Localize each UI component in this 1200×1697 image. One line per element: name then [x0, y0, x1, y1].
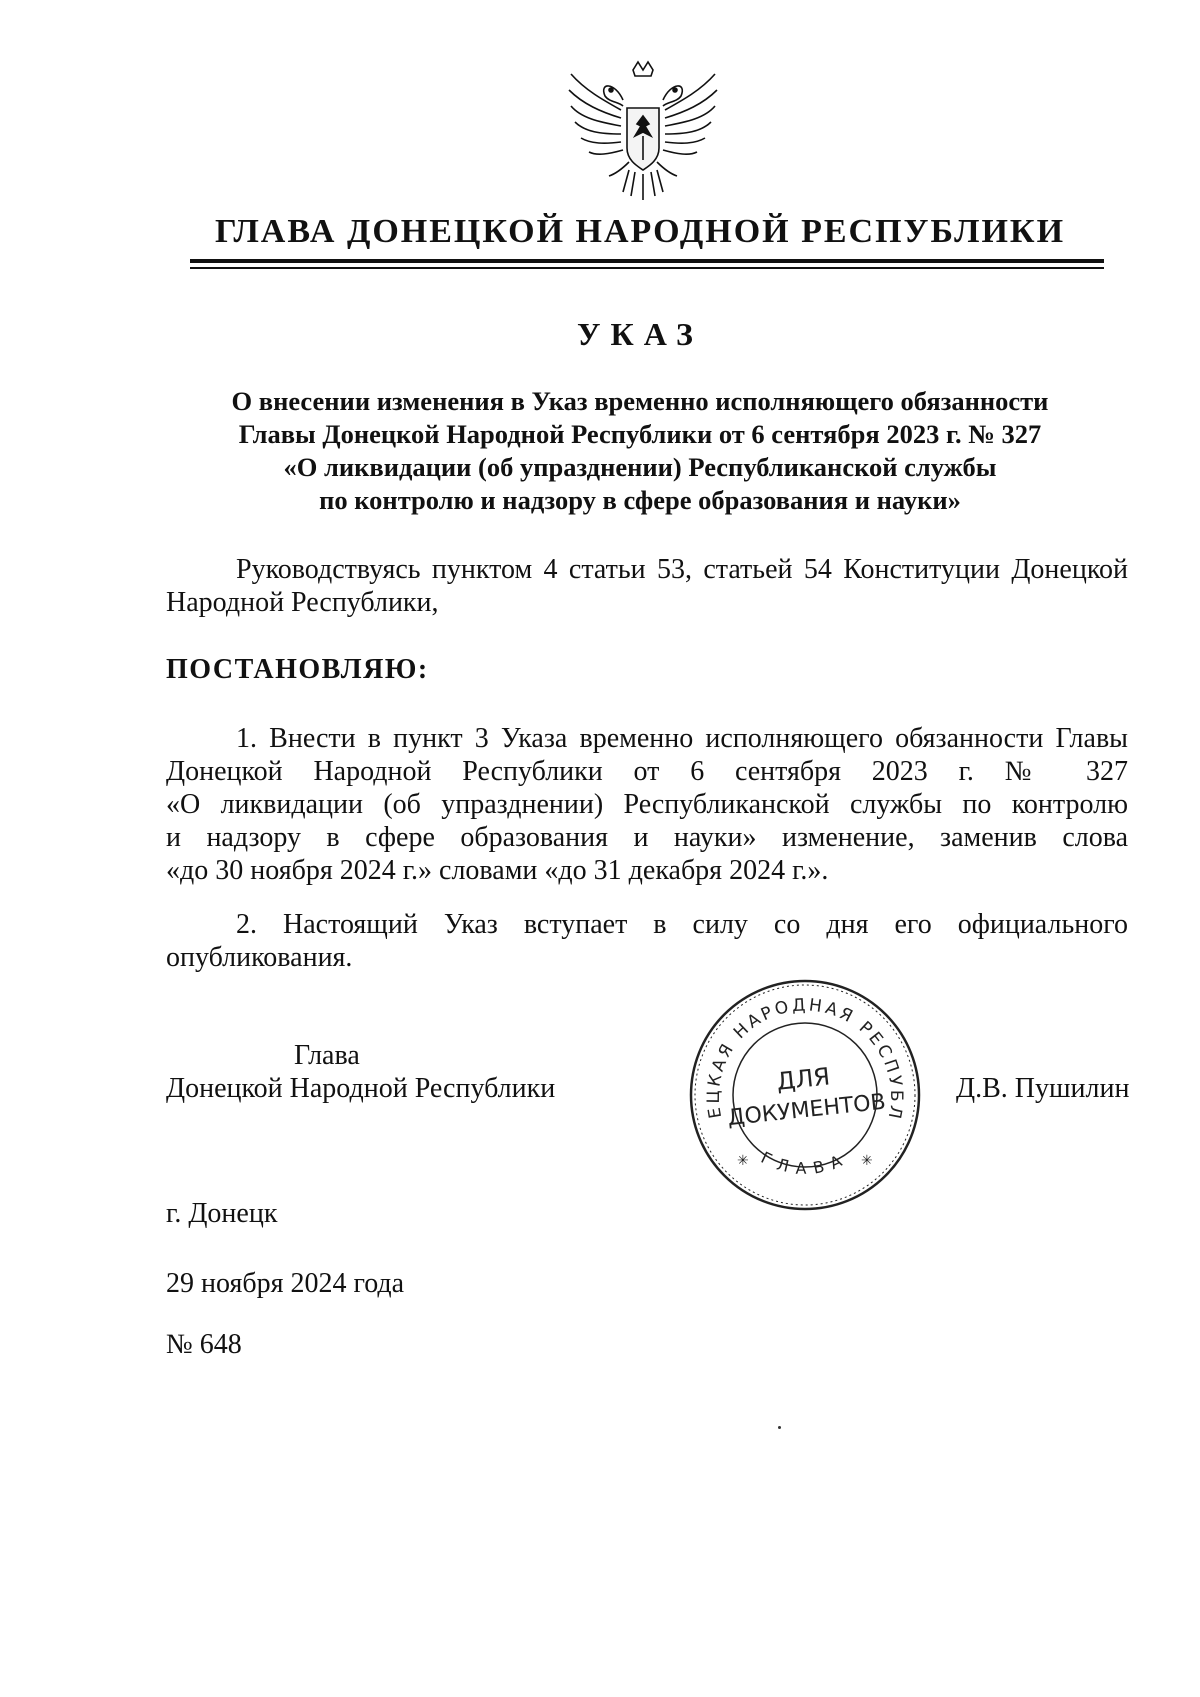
preamble-line: Народной Республики, — [166, 587, 439, 618]
item-1-line: Донецкой Народной Республики от 6 сентября 2023 г. № 327 — [166, 756, 1128, 787]
svg-text:✳: ✳ — [861, 1153, 873, 1169]
seal-center-line-2: ДОКУМЕНТОВ — [726, 1089, 887, 1132]
seal-outer-text: ЕЦКАЯ НАРОДНАЯ РЕСПУБЛ — [703, 995, 907, 1124]
eagle-coat-of-arms-icon — [563, 60, 723, 210]
item-1-line: 1. Внести в пункт 3 Указа временно исполняющего обязанности Главы — [236, 723, 1128, 754]
document-number: № 648 — [166, 1329, 242, 1360]
seal-bottom-text: ГЛАВА — [758, 1147, 852, 1178]
decree-item-1 — [166, 722, 1128, 887]
heading-line: по контролю и надзору в сфере образования и науки» — [319, 485, 961, 515]
decree-item-2 — [166, 908, 1128, 974]
document-heading — [175, 385, 1105, 517]
item-1-line: «до 30 ноября 2024 г.» словами «до 31 декабря 2024 г.». — [166, 855, 829, 886]
heading-line: О внесении изменения в Указ временно исполняющего обязанности — [231, 386, 1049, 416]
item-1-line: и надзору в сфере образования и науки» изменение, заменив слова — [166, 822, 1128, 853]
org-title: ГЛАВА ДОНЕЦКОЙ НАРОДНОЙ РЕСПУБЛИКИ — [214, 213, 1066, 250]
scan-speck — [778, 1426, 781, 1429]
preamble-line: Руководствуясь пунктом 4 статьи 53, статьей 54 Конституции Донецкой — [236, 554, 1128, 585]
heading-line: «О ликвидации (об упразднении) Республиканской службы — [283, 452, 997, 482]
item-2-line: опубликования. — [166, 942, 353, 973]
signatory-name: Д.В. Пушилин — [956, 1073, 1130, 1104]
signatory-office: Донецкой Народной Республики — [166, 1073, 556, 1104]
svg-text:✳: ✳ — [737, 1153, 749, 1169]
header-rule-thin — [190, 267, 1104, 269]
preamble-paragraph — [166, 553, 1128, 619]
heading-line: Главы Донецкой Народной Республики от 6 сентября 2023 г. № 327 — [238, 419, 1042, 449]
svg-text:ГЛАВА — [758, 1148, 852, 1178]
city: г. Донецк — [166, 1198, 278, 1229]
decree-word: ПОСТАНОВЛЯЮ: — [166, 654, 429, 685]
document-date: 29 ноября 2024 года — [166, 1268, 405, 1299]
seal-center-line-1: ДЛЯ — [775, 1062, 832, 1096]
signatory-title: Глава — [294, 1040, 360, 1071]
official-seal-stamp — [685, 975, 925, 1215]
item-2-line: 2. Настоящий Указ вступает в силу со дня его официального — [236, 909, 1128, 940]
document-type: УКАЗ — [577, 316, 703, 352]
header-rule-thick — [190, 259, 1104, 263]
item-1-line: «О ликвидации (об упразднении) Республиканской службы по контролю — [166, 789, 1128, 820]
